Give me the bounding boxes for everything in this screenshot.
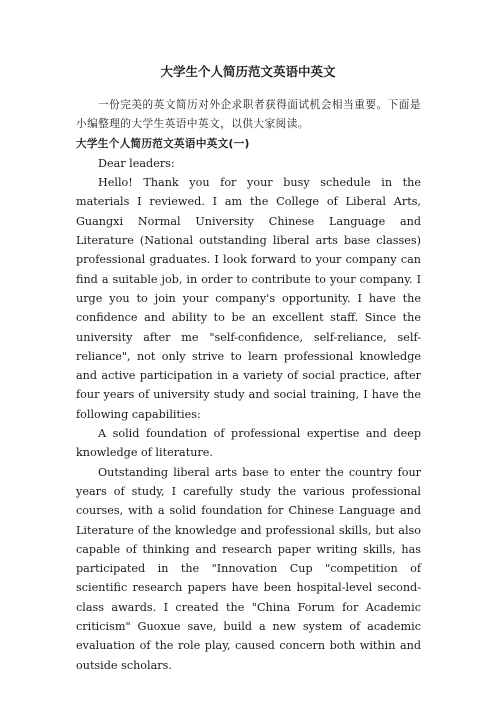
body-paragraph-2: A solid foundation of professional expertise and deep knowledge of literature. — [76, 427, 421, 460]
intro-paragraph: 一份完美的英文简历对外企求职者获得面试机会相当重要。下面是小编整理的大学生英语中英文，以供大家阅读。 — [76, 99, 421, 131]
section-heading: 大学生个人简历范文英语中英文(一) — [76, 137, 250, 150]
body-paragraph-3: Outstanding liberal arts base to enter the country four years of study, I carefully study the various professional courses, with a solid foundation for Chinese Language and Literature of the knowledge and professional skills, but also capable of thinking and research paper writing skills, has participated in the "Innovation Cup "competition of scientific research papers have been hospital-level second-class awards. I created the "China Forum for Academic criticism" Guoxue save, build a new system of academic evaluation of the role play, caused concern both within and outside scholars. — [76, 465, 421, 672]
body-paragraph-1: Hello! Thank you for your busy schedule in the materials I reviewed. I am the College of Liberal Arts, Guangxi Normal University Chinese Language and Literature (National outstanding liberal arts base classes) professional graduates. I look forward to your company can find a suitable job, in order to contribute to your company. I urge you to join your company's opportunity. I have the confidence and ability to be an excellent staff. Since the university after me "self-confidence, self-reliance, self-reliance", not only strive to learn professional knowledge and active participation in a variety of social practice, after four years of university study and social training, I have the following capabilities: — [76, 176, 421, 421]
letter-greeting: Dear leaders: — [98, 156, 175, 170]
document-title: 大学生个人简历范文英语中英文 — [160, 64, 336, 79]
document-body — [76, 96, 421, 675]
